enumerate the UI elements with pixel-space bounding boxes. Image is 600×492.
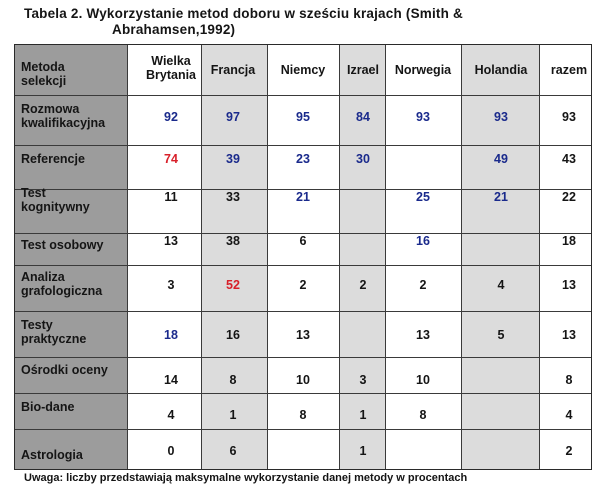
row-divider xyxy=(15,429,591,430)
cell-value: 93 xyxy=(494,110,508,124)
cell-value: 1 xyxy=(229,408,237,422)
row-divider xyxy=(15,145,591,146)
cell-value: 92 xyxy=(164,110,178,124)
caption-line-1: Tabela 2. Wykorzystanie metod doboru w sześciu krajach (Smith & xyxy=(24,6,463,21)
column-divider xyxy=(267,45,268,469)
cell-value: 4 xyxy=(167,408,175,422)
table-footnote: Uwaga: liczby przedstawiają maksymalne wykorzystanie danej metody w procentach xyxy=(24,472,468,484)
cell-value: 23 xyxy=(296,152,310,166)
cell-value: 21 xyxy=(296,190,310,204)
cell-value: 6 xyxy=(229,444,237,458)
cell-value: 10 xyxy=(296,373,310,387)
cell-value: 18 xyxy=(562,234,576,248)
cell-value: 8 xyxy=(565,373,573,387)
header-niemcy: Niemcy xyxy=(280,63,326,77)
row-divider xyxy=(15,95,591,96)
cell-value: 13 xyxy=(562,328,576,342)
header-method: Metoda selekcji xyxy=(21,60,67,88)
cell-value: 11 xyxy=(164,190,178,204)
cell-value: 5 xyxy=(497,328,505,342)
cell-value: 2 xyxy=(299,278,307,292)
cell-value: 4 xyxy=(497,278,505,292)
table-caption xyxy=(24,6,584,38)
row-divider xyxy=(15,265,591,266)
cell-value: 13 xyxy=(296,328,310,342)
cell-value: 13 xyxy=(416,328,430,342)
row-label-test-kognitywny: Test kognitywny xyxy=(21,186,90,214)
cell-value: 14 xyxy=(164,373,178,387)
cell-value: 16 xyxy=(416,234,430,248)
cell-value: 74 xyxy=(164,152,178,166)
cell-value: 1 xyxy=(359,444,367,458)
caption-line-2: Abrahamsen,1992) xyxy=(112,22,236,37)
row-label-testy-praktyczne: Testy praktyczne xyxy=(21,318,87,346)
cell-value: 2 xyxy=(565,444,573,458)
column-divider xyxy=(539,45,540,469)
cell-value: 38 xyxy=(226,234,240,248)
row-label-analiza-grafologiczna: Analiza grafologiczna xyxy=(21,270,103,298)
header-holandia: Holandia xyxy=(474,63,528,77)
header-norwegia: Norwegia xyxy=(394,63,452,77)
row-label-referencje: Referencje xyxy=(21,152,85,166)
column-divider xyxy=(385,45,386,469)
cell-value: 21 xyxy=(494,190,508,204)
cell-value: 97 xyxy=(226,110,240,124)
cell-value: 6 xyxy=(299,234,307,248)
row-divider xyxy=(15,311,591,312)
cell-value: 2 xyxy=(359,278,367,292)
cell-value: 10 xyxy=(416,373,430,387)
header-francja: Francja xyxy=(210,63,256,77)
row-divider xyxy=(15,393,591,394)
cell-value: 8 xyxy=(419,408,427,422)
column-divider xyxy=(339,45,340,469)
cell-value: 39 xyxy=(226,152,240,166)
row-label-rozmowa-kwalifikacyjna: Rozmowa kwalifikacyjna xyxy=(21,102,106,130)
row-label-test-osobowy: Test osobowy xyxy=(21,238,104,252)
header-wielka-brytania: Wielka Brytania xyxy=(145,54,197,82)
cell-value: 84 xyxy=(356,110,370,124)
izrael-column-shading xyxy=(339,45,385,469)
cell-value: 95 xyxy=(296,110,310,124)
cell-value: 30 xyxy=(356,152,370,166)
selection-methods-table xyxy=(14,44,592,470)
column-divider xyxy=(127,45,128,469)
row-divider xyxy=(15,357,591,358)
cell-value: 49 xyxy=(494,152,508,166)
cell-value: 13 xyxy=(562,278,576,292)
cell-value: 13 xyxy=(164,234,178,248)
cell-value: 3 xyxy=(167,278,175,292)
cell-value: 52 xyxy=(226,278,240,292)
cell-value: 93 xyxy=(416,110,430,124)
row-label-bio-dane: Bio-dane xyxy=(21,400,75,414)
cell-value: 3 xyxy=(359,373,367,387)
cell-value: 25 xyxy=(416,190,430,204)
cell-value: 2 xyxy=(419,278,427,292)
cell-value: 33 xyxy=(226,190,240,204)
cell-value: 18 xyxy=(164,328,178,342)
header-izrael: Izrael xyxy=(347,63,379,77)
cell-value: 1 xyxy=(359,408,367,422)
row-label-osrodki-oceny: Ośrodki oceny xyxy=(21,363,108,377)
cell-value: 8 xyxy=(299,408,307,422)
cell-value: 4 xyxy=(565,408,573,422)
column-divider xyxy=(201,45,202,469)
francja-column-shading xyxy=(201,45,267,469)
row-label-astrologia: Astrologia xyxy=(21,448,83,462)
cell-value: 22 xyxy=(562,190,576,204)
column-divider xyxy=(461,45,462,469)
header-razem: razem xyxy=(550,63,588,77)
cell-value: 93 xyxy=(562,110,576,124)
cell-value: 0 xyxy=(167,444,175,458)
cell-value: 8 xyxy=(229,373,237,387)
holandia-column-shading xyxy=(461,45,539,469)
cell-value: 16 xyxy=(226,328,240,342)
cell-value: 43 xyxy=(562,152,576,166)
